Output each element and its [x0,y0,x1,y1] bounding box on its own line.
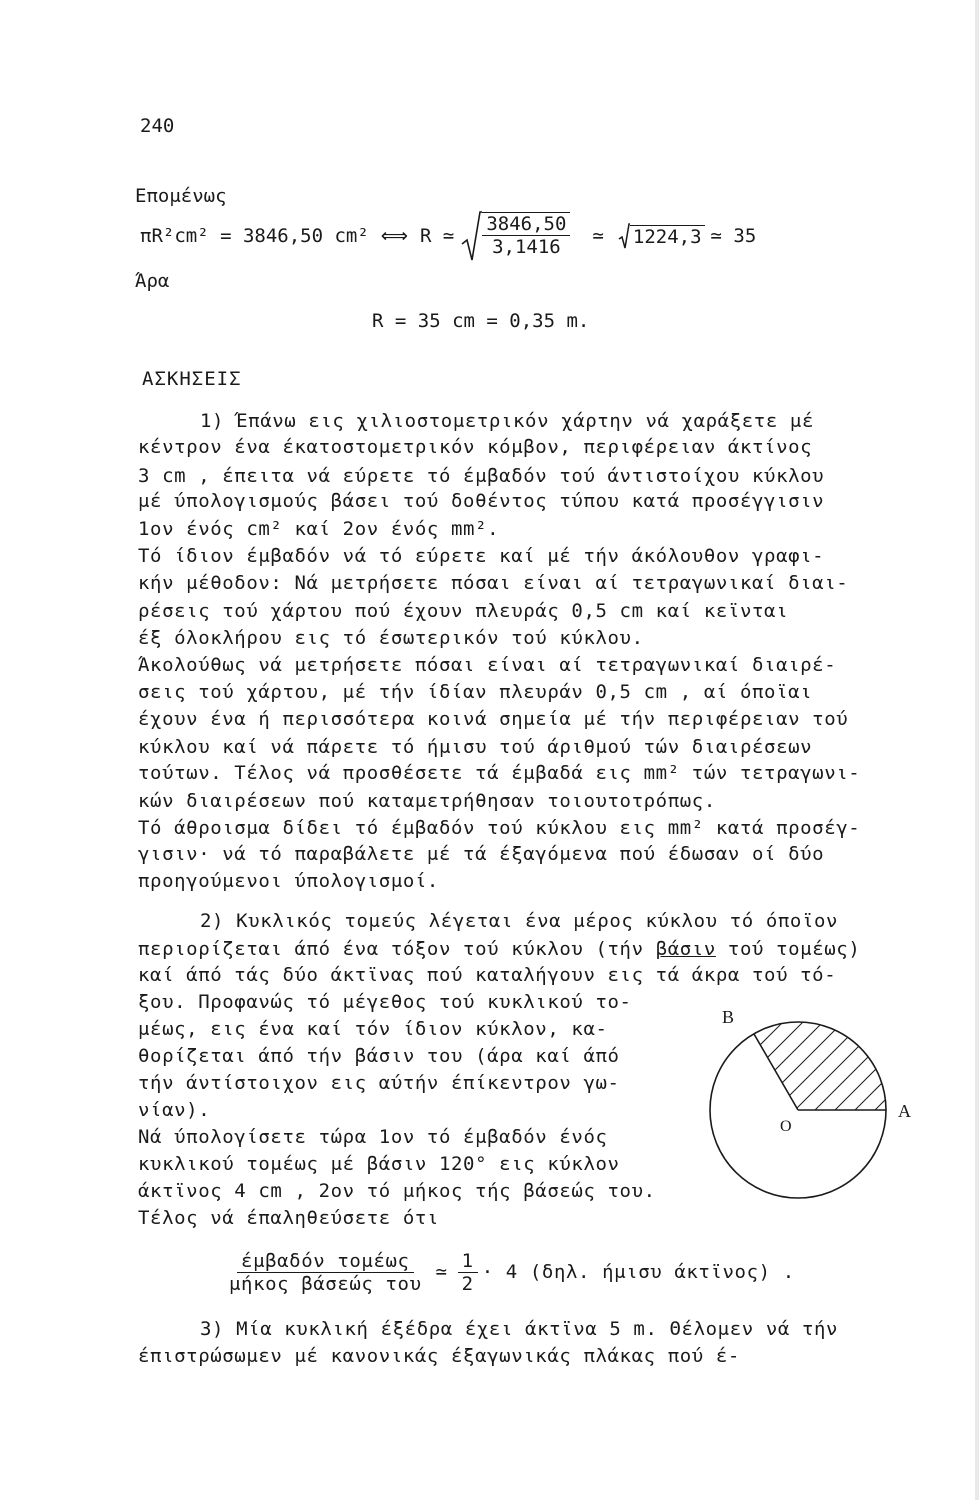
ex2-line: καί άπό τάς δύο άκτϊνας πού καταλήγουν εις τά άκρα τού τό- [138,964,837,986]
r-symbol: R ≃ [420,225,455,247]
sqrt-sign-small-icon [618,223,630,249]
ex2-line: κυκλικού τομέως μέ βάσιν 120° εις κύκλον [138,1153,620,1175]
ratio-tail: · 4 (δηλ. ήμισυ άκτϊνος) . [481,1261,795,1283]
ex3-line: έπιστρώσωμεν μέ κανονικάς έξαγωνικάς πλάκας πού έ- [138,1345,740,1367]
ex2-text: περιορίζεται άπό ένα τόξον τού κύκλου (τήν [138,938,656,960]
half-numerator: 1 [458,1250,478,1273]
ex1-line: Άκολούθως νά μετρήσετε πόσαι είναι αί τετραγωνικαί διαιρέ- [138,654,837,676]
ex2-line: θορίζεται άπό τήν βάσιν του (άρα καί άπό [138,1045,620,1067]
ex1-line: έξ όλοκλήρου εις τό έσωτερικόν τού κύκλου. [138,627,644,649]
ex1-line: μέ ύπολογισμούς βάσει τού δοθέντος τύπου κατά προσέγγισιν [138,490,825,512]
ex2-line: 2) Κυκλικός τομεύς λέγεται ένα μέρος κύκλου τό όποϊον [200,910,839,932]
ex2-line: Τέλος νά έπαληθεύσετε ότι [138,1207,439,1229]
sector-figure [680,1005,920,1215]
ex1-line: γισιν· νά τό παραβάλετε μέ τά έξαγόμενα πού έδωσαν οί δύο [138,843,825,865]
ex2-text: τού τομέως) [715,938,861,960]
ratio-formula [225,1242,795,1302]
ex1-line: Τό άθροισμα δίδει τό έμβαδόν τού κύκλου εις mm² κατά προσέγ- [138,817,861,839]
radius-ob [754,1034,798,1110]
ex1-line: ρέσεις τού χάρτου πού έχουν πλευράς 0,5 cm καί κεϊνται [138,600,789,622]
iff-symbol: ⟺ [380,225,409,247]
label-o: O [780,1118,792,1135]
approx-result: ≃ 35 [710,225,757,247]
ex2-line: μέως, εις ένα καί τόν ίδιον κύκλον, κα- [138,1018,608,1040]
ex1-line: τούτων. Τέλος νά προσθέσετε τά έμβαδά εις mm² τών τετραγωνι- [138,762,861,784]
half-denominator: 2 [461,1272,474,1295]
ex1-line: Τό ίδιον έμβαδόν νά τό εύρετε καί μέ τήν άκόλουθον γραφι- [138,545,825,567]
ex2-line: άκτϊνος 4 cm , 2ον τό μήκος τής βάσεώς του. [138,1180,656,1202]
ex1-line: σεις τού χάρτου, μέ τήν ίδίαν πλευράν 0,5 cm , αί όποϊαι [138,681,813,703]
ex2-base-word: βάσιν [655,938,716,960]
ex1-line: 3 cm , έπειτα νά εύρετε τό έμβαδόν τού άντιστοίχου κύκλου [138,465,825,487]
page-number: 240 [140,115,175,137]
ex2-line: νίαν). [138,1099,211,1121]
ex1-line: κύκλου καί νά πάρετε τό ήμισυ τού άριθμού τών διαιρέσεων [138,736,813,758]
ratio-denominator: μήκος βάσεώς του [229,1272,422,1295]
ex2-line: τήν άντίστοιχον εις αύτήν έπίκεντρον γω- [138,1072,620,1094]
scan-edge [975,0,979,1500]
ex1-line: κέντρον ένα έκατοστομετρικόν κόμβον, περιφέρειαν άκτίνος [138,436,813,458]
section-heading: ΑΣΚΗΣΕΙΣ [142,368,242,390]
ex1-line: 1ον ένός cm² καί 2ον ένός mm². [138,518,500,540]
ex2-line: Νά ύπολογίσετε τώρα 1ον τό έμβαδόν ένός [138,1126,608,1148]
ratio-approx: ≃ [435,1261,448,1283]
ratio-fraction [225,1250,426,1295]
ex1-line: κών διαιρέσεων πού καταμετρήθησαν τοιουτοτρόπως. [138,790,716,812]
ara-label: Άρα [135,270,170,292]
sqrt-value: 1224,3 [630,225,705,248]
result-line: R = 35 cm = 0,35 m. [372,310,590,332]
sqrt-fraction [482,212,570,258]
ex1-line: προηγούμενοι ύπολογισμοί. [138,870,439,892]
ex2-line [138,938,860,960]
label-a: A [898,1101,911,1121]
ex1-line: 1) Έπάνω εις χιλιοστομετρικόν χάρτην νά χαράξετε μέ [200,410,814,432]
ex2-line: ξου. Προφανώς τό μέγεθος τού κυκλικού το- [138,991,632,1013]
sector-hatching [700,1005,920,1205]
epomenos-label: Επομένως [135,185,227,207]
sqrt-sign-icon [460,210,482,262]
derivation-equation [140,206,756,266]
frac-numerator: 3846,50 [482,213,570,236]
ex3-line: 3) Μία κυκλική έξέδρα έχει άκτϊνα 5 m. Θέλομεν νά τήν [200,1318,839,1340]
ex1-line: κήν μέθοδον: Νά μετρήσετε πόσαι είναι αί τετραγωνικαί διαι- [138,572,849,594]
label-b: B [722,1007,735,1027]
approx-symbol: ≃ [592,225,604,247]
ratio-numerator: έμβαδόν τομέως [237,1250,414,1273]
ex1-line: έχουν ένα ή περισσότερα κοινά σημεία μέ τήν περιφέρειαν τού [138,708,849,730]
frac-denominator: 3,1416 [492,236,561,258]
half-fraction [458,1250,478,1295]
eq-left: πR²cm² = 3846,50 cm² [140,225,369,247]
